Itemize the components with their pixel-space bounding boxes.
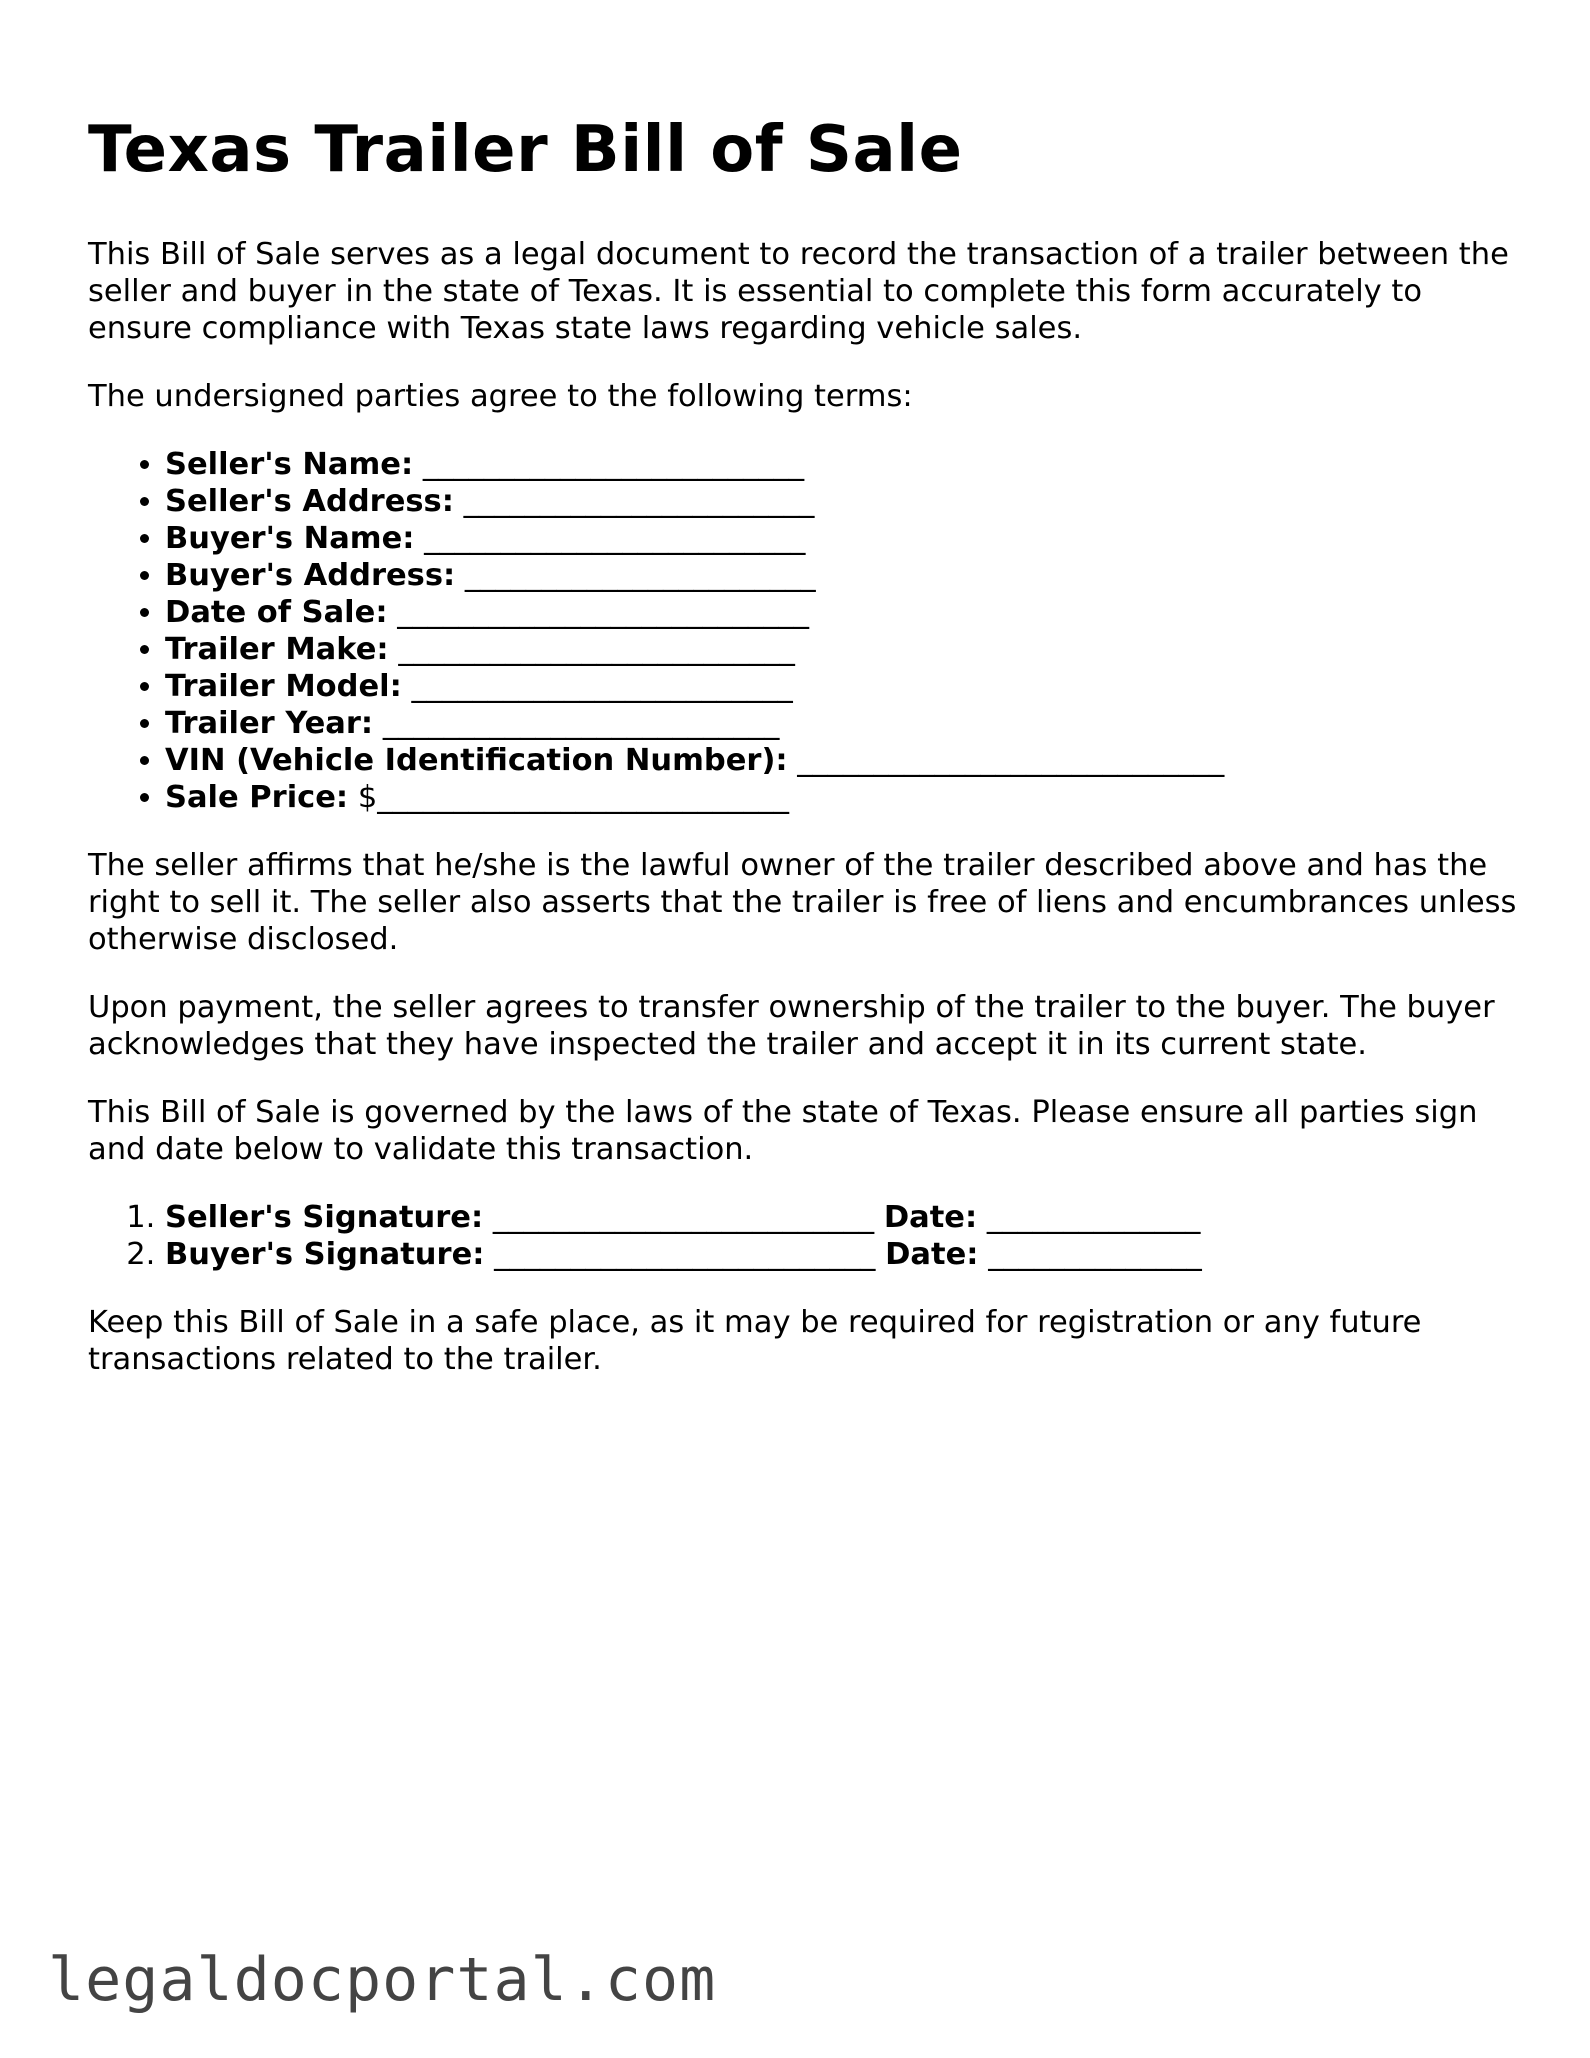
date-label: Date: (883, 1200, 978, 1235)
field-blank[interactable]: __________________________ (398, 632, 795, 667)
date-label: Date: (885, 1237, 979, 1272)
closing-paragraph: Keep this Bill of Sale in a safe place, as it may be required for registration or any future transactions related to the trailer. (88, 1305, 1422, 1377)
field-label: Trailer Make: (165, 632, 389, 667)
field-buyers-name (165, 520, 1518, 557)
field-list (88, 446, 1518, 816)
field-buyers-address (165, 557, 1518, 594)
field-blank[interactable]: $___________________________ (357, 780, 789, 815)
field-blank[interactable]: ___________________________ (397, 595, 809, 630)
signature-list (88, 1199, 1518, 1273)
field-sale-price (165, 779, 1518, 816)
field-trailer-year (165, 705, 1518, 742)
field-label: Buyer's Name: (165, 521, 415, 556)
intro-paragraph: This Bill of Sale serves as a legal document to record the transaction of a trailer between the seller and buyer in the state of Texas. It is essential to complete this form accurately to ensure compliance with Texas state laws regarding vehicle sales. (88, 237, 1509, 346)
field-label: Buyer's Address: (165, 558, 456, 593)
date-blank[interactable]: ______________ (988, 1237, 1202, 1272)
field-label: Trailer Model: (165, 669, 402, 704)
field-sellers-address (165, 483, 1518, 520)
field-label: VIN (Vehicle Identification Number): (165, 743, 788, 778)
signature-blank[interactable]: _________________________ (494, 1237, 876, 1272)
governing-paragraph: This Bill of Sale is governed by the laws of the state of Texas. Please ensure all parties sign and date below to validate this transaction. (88, 1095, 1478, 1167)
seller-signature-line (165, 1199, 1518, 1236)
field-sellers-name (165, 446, 1518, 483)
signature-label: Seller's Signature: (165, 1200, 484, 1235)
field-label: Seller's Name: (165, 447, 414, 482)
watermark: legaldocportal.com (48, 1945, 717, 2015)
signature-blank[interactable]: _________________________ (492, 1200, 875, 1235)
field-blank[interactable]: ____________________________ (797, 743, 1225, 778)
field-blank[interactable]: _______________________ (464, 558, 816, 593)
field-blank[interactable]: _______________________ (463, 484, 815, 519)
buyer-signature-line (165, 1236, 1518, 1273)
document-page (88, 108, 1518, 1409)
field-blank[interactable]: _________________________ (424, 521, 806, 556)
field-trailer-make (165, 631, 1518, 668)
affirmation-paragraph: The seller affirms that he/she is the lawful owner of the trailer described above and has the right to sell it. The seller also asserts that the trailer is free of liens and encumbrances unless otherwise disclosed. (88, 848, 1517, 957)
transfer-paragraph: Upon payment, the seller agrees to transfer ownership of the trailer to the buyer. The buyer acknowledges that they have inspected the trailer and accept it in its current state. (88, 990, 1495, 1062)
field-trailer-model (165, 668, 1518, 705)
field-blank[interactable]: _________________________ (422, 447, 805, 482)
field-label: Date of Sale: (165, 595, 388, 630)
document-title: Texas Trailer Bill of Sale (88, 113, 963, 187)
field-date-of-sale (165, 594, 1518, 631)
date-blank[interactable]: ______________ (986, 1200, 1201, 1235)
field-blank[interactable]: __________________________ (382, 706, 780, 741)
field-label: Trailer Year: (165, 706, 374, 741)
field-label: Seller's Address: (165, 484, 454, 519)
terms-lead: The undersigned parties agree to the following terms: (88, 379, 913, 414)
field-blank[interactable]: _________________________ (411, 669, 793, 704)
field-label: Sale Price: (165, 780, 349, 815)
signature-label: Buyer's Signature: (165, 1237, 485, 1272)
field-vin (165, 742, 1518, 779)
